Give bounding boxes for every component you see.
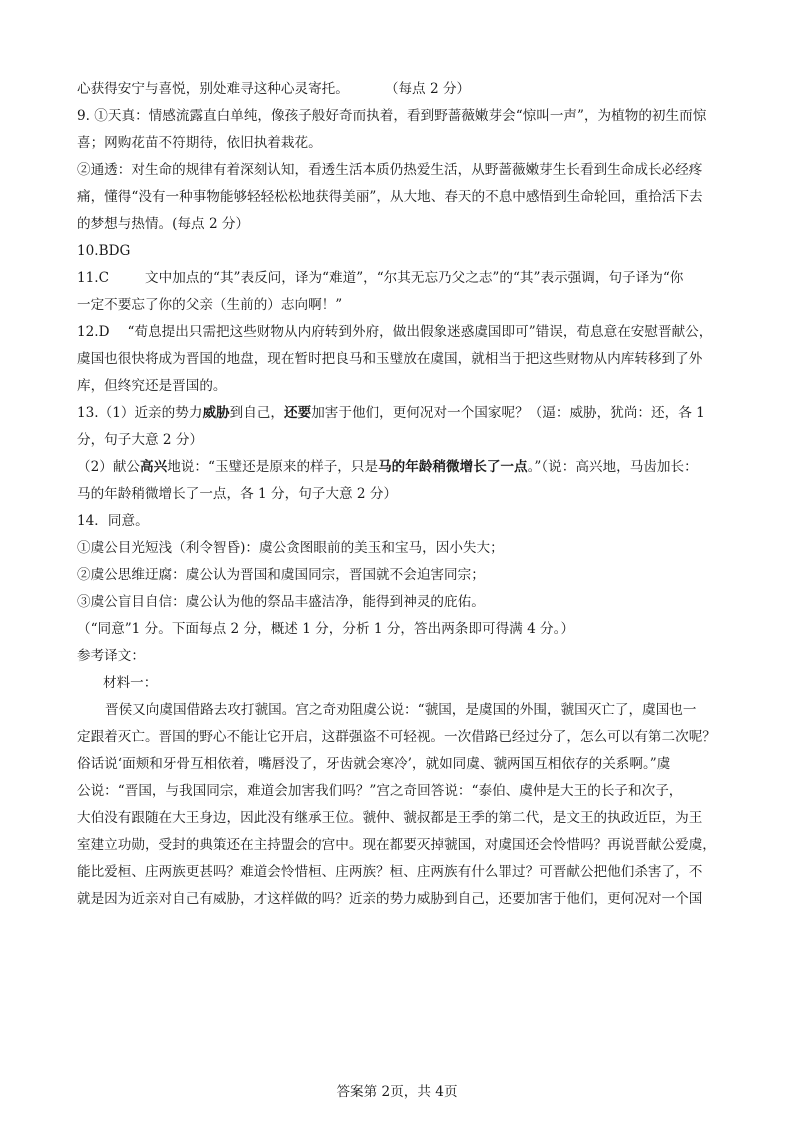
line-text: 定跟着灭亡。晋国的野心不能让它开启，这群强盗不可轻视。一次借路已经过分了，怎么可以有第二次呢？	[77, 729, 716, 745]
line-text: 到自己，	[229, 405, 284, 421]
answer-choice: 12.D	[77, 324, 110, 340]
line-text: 参考译文：	[77, 648, 145, 664]
text-line	[77, 454, 722, 481]
q10-line	[77, 238, 722, 265]
text-line	[77, 616, 722, 643]
bold-term: 威胁	[202, 405, 230, 421]
bold-term: 还要	[284, 405, 312, 421]
text-line	[77, 346, 722, 373]
section-heading	[77, 643, 722, 670]
line-text: 虞国也很快将成为晋国的地盘，现在暂时把良马和玉璧放在虞国，就相当于把这些财物从内库转移到了外	[77, 351, 703, 367]
text-line	[77, 130, 722, 157]
line-text: （“同意”1 分。下面每点 2 分，概述 1 分，分析 1 分，答出两条即可得满 4 分。）	[77, 621, 575, 637]
line-text: （2）献公	[77, 459, 141, 475]
line-text: 痛，懂得“没有一种事物能够轻轻松松地获得美丽”，从大地、春天的不息中感悟到生命轮回，重拾活下去	[77, 189, 703, 205]
line-text: 晋侯又向虞国借路去攻打虢国。宫之奇劝阻虞公说：“虢国，是虞国的外围，虢国灭亡了，虞国也一	[105, 702, 697, 718]
answer-page	[77, 76, 722, 913]
text-line	[77, 184, 722, 211]
line-text: 库，但终究还是晋国的。	[77, 378, 227, 394]
translation-line	[77, 886, 722, 913]
line-text: 俗话说‘面颊和牙骨互相依着，嘴唇没了，牙齿就会寒冷’，就如同虞、虢两国互相依存的关系啊。”虞	[77, 756, 671, 772]
line-text: 能比爱桓、庄两族更甚吗？难道会怜惜桓、庄两族？桓、庄两族有什么罪过？可晋献公把他们杀害了，不	[77, 864, 703, 880]
translation-line	[77, 859, 722, 886]
line-text: 公说：“晋国，与我国同宗，难道会加害我们吗？”宫之奇回答说：“泰伯、虞仲是大王的长子和次子，	[77, 783, 683, 799]
line-text: 就是因为近亲对自己有威胁，才这样做的吗？近亲的势力威胁到自己，还要加害于他们，更何况对一个国	[77, 891, 703, 907]
line-text: 分，句子大意 2 分）	[77, 432, 204, 448]
line-text: 的梦想与热情。(每点 2 分）	[77, 216, 250, 232]
line-text: 地说：“玉璧还是原来的样子，只是	[167, 459, 379, 475]
text-line	[77, 481, 722, 508]
line-text: ③虞公盲目自信：虞公认为他的祭品丰盛洁净，能得到神灵的庇佑。	[77, 594, 485, 610]
text-line	[77, 292, 722, 319]
line-text: 心获得安宁与喜悦，别处难寻这种心灵寄托。	[77, 81, 349, 97]
line-text: 9. ①天真：情感流露直白单纯，像孩子般好奇而执着，看到野蔷薇嫩芽会“惊叫一声”，为植物的初生而惊	[77, 108, 707, 124]
translation-line	[77, 832, 722, 859]
text-line	[77, 535, 722, 562]
line-text: 大伯没有跟随在大王身边，因此没有继承王位。虢仲、虢叔都是王季的第二代，是文王的执政近臣，为王	[77, 810, 703, 826]
q14-line	[77, 508, 722, 535]
page-footer: 答案第 2页，共 4页	[336, 1084, 458, 1100]
q12-line	[77, 319, 722, 346]
translation-line	[77, 724, 722, 751]
line-text: 10.BDG	[77, 243, 131, 259]
line-text: 喜；网购花苗不符期待，依旧执着栽花。	[77, 135, 322, 151]
line-text: 文中加点的“其”表反问，译为“难道”，“尔其无忘乃父之志”的“其”表示强调，句子译为“你	[145, 270, 684, 286]
line-text: 室建立功勋，受封的典策还在主持盟会的宫中。现在都要灭掉虢国，对虞国还会怜惜吗？再说晋献公爱虞，	[77, 837, 716, 853]
q13-line	[77, 400, 722, 427]
q11-line	[77, 265, 722, 292]
line-text: 。”（说：高兴地，马齿加长：	[527, 459, 698, 475]
text-line	[77, 211, 722, 238]
bold-term: 马的年龄稍微增长了一点	[378, 459, 528, 475]
line-text: ①虞公目光短浅（利令智昏)：虞公贪图眼前的美玉和宝马，因小失大；	[77, 540, 504, 556]
line-text: 材料一：	[103, 675, 158, 691]
text-line	[77, 76, 722, 103]
score-note: （每点 2 分）	[384, 81, 471, 97]
q9-line	[77, 103, 722, 130]
text-line	[77, 157, 722, 184]
sub-heading	[77, 670, 722, 697]
line-text: “荀息提出只需把这些财物从内府转到外府，做出假象迷惑虞国即可”错误，荀息意在安慰晋献公，	[127, 324, 713, 340]
translation-line	[77, 805, 722, 832]
line-text: 马的年龄稍微增长了一点，各 1 分，句子大意 2 分）	[77, 486, 398, 502]
text-line	[77, 589, 722, 616]
translation-line	[77, 751, 722, 778]
line-text: 加害于他们，更何况对一个国家呢？（逼：威胁，犹尚：还，各 1	[311, 405, 705, 421]
text-line	[77, 427, 722, 454]
line-text: ②虞公思维迂腐：虞公认为晋国和虞国同宗，晋国就不会迫害同宗；	[77, 567, 485, 583]
line-text: 13.（1）近亲的势力	[77, 405, 203, 421]
text-line	[77, 562, 722, 589]
answer-choice: 11.C	[77, 270, 110, 286]
translation-line	[77, 778, 722, 805]
text-line	[77, 373, 722, 400]
bold-term: 高兴	[140, 459, 168, 475]
translation-line	[77, 697, 722, 724]
line-text: 一定不要忘了你的父亲（生前的）志向啊！”	[77, 297, 343, 313]
line-text: ②通透：对生命的规律有着深刻认知，看透生活本质仍热爱生活，从野蔷薇嫩芽生长看到生命成长必经疼	[77, 162, 703, 178]
line-text: 14．同意。	[77, 513, 149, 529]
